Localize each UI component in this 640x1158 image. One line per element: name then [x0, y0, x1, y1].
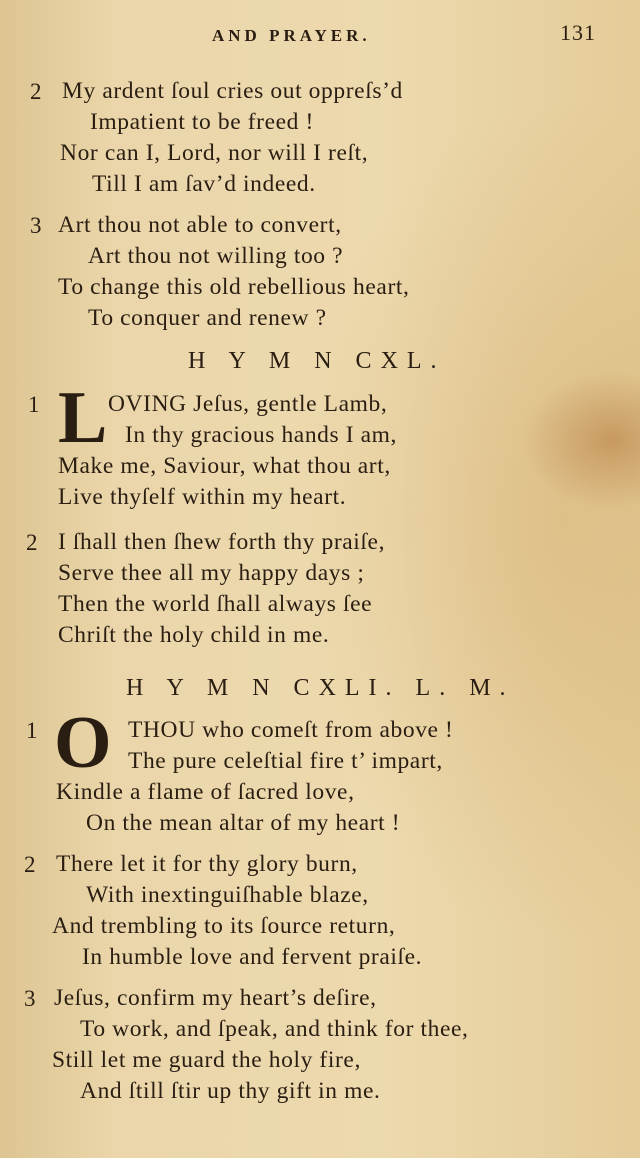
verse-line: And trembling to its ſource return, [52, 913, 396, 939]
stanza-number: 2 [30, 79, 42, 104]
verse-line: And ſtill ſtir up thy gift in me. [80, 1078, 381, 1104]
verse-line: To change this old rebellious heart, [58, 274, 410, 300]
verse-line: Impatient to be freed ! [90, 109, 314, 135]
verse-line: Live thyſelf within my heart. [58, 484, 347, 510]
verse-line: In thy gracious hands I am, [125, 422, 398, 448]
verse-line: Chriſt the holy child in me. [58, 622, 330, 648]
verse-line: Jeſus, confirm my heart’s deſire, [54, 985, 377, 1011]
verse-line: On the mean altar of my heart ! [86, 810, 401, 836]
verse-line: In humble love and fervent praiſe. [82, 944, 423, 970]
verse-line: Serve thee all my happy days ; [58, 560, 365, 586]
verse-line: Then the world ſhall always ſee [58, 591, 373, 617]
verse-line: Kindle a flame of ſacred love, [56, 779, 355, 805]
verse-line: Art thou not able to convert, [58, 212, 342, 238]
verse-line: Still let me guard the holy fire, [52, 1047, 361, 1073]
verse-line: There let it for thy glory burn, [56, 851, 358, 877]
verse-line: THOU who comeſt from above ! [128, 717, 454, 743]
verse-line: Nor can I, Lord, nor will I reſt, [60, 140, 369, 166]
verse-line: With inextinguiſhable blaze, [86, 882, 369, 908]
drop-cap: O [54, 702, 112, 784]
verse-line: Till I am ſav’d indeed. [92, 171, 316, 197]
verse-line: The pure celeſtial fire t’ impart, [128, 748, 443, 774]
stanza-number: 2 [26, 530, 38, 555]
verse-line: Make me, Saviour, what thou art, [58, 453, 391, 479]
verse-line: To conquer and renew ? [88, 305, 327, 331]
verse-line: I ſhall then ſhew forth thy praiſe, [58, 529, 386, 555]
stanza-number: 1 [26, 718, 38, 743]
verse-line: My ardent ſoul cries out oppreſs’d [62, 78, 403, 104]
stanza-number: 1 [28, 392, 40, 417]
running-head: AND PRAYER. [212, 26, 371, 45]
stanza-number: 3 [24, 986, 36, 1011]
verse-line: OVING Jeſus, gentle Lamb, [108, 391, 388, 417]
hymn-heading: H Y M N CXL. [188, 348, 446, 374]
verse-line: Art thou not willing too ? [88, 243, 344, 269]
hymn-heading: H Y M N CXLI. L. M. [126, 675, 515, 701]
verse-line: To work, and ſpeak, and think for thee, [80, 1016, 469, 1042]
stanza-number: 3 [30, 213, 42, 238]
drop-cap: L [58, 377, 108, 459]
page-number: 131 [560, 20, 596, 45]
stanza-number: 2 [24, 852, 36, 877]
